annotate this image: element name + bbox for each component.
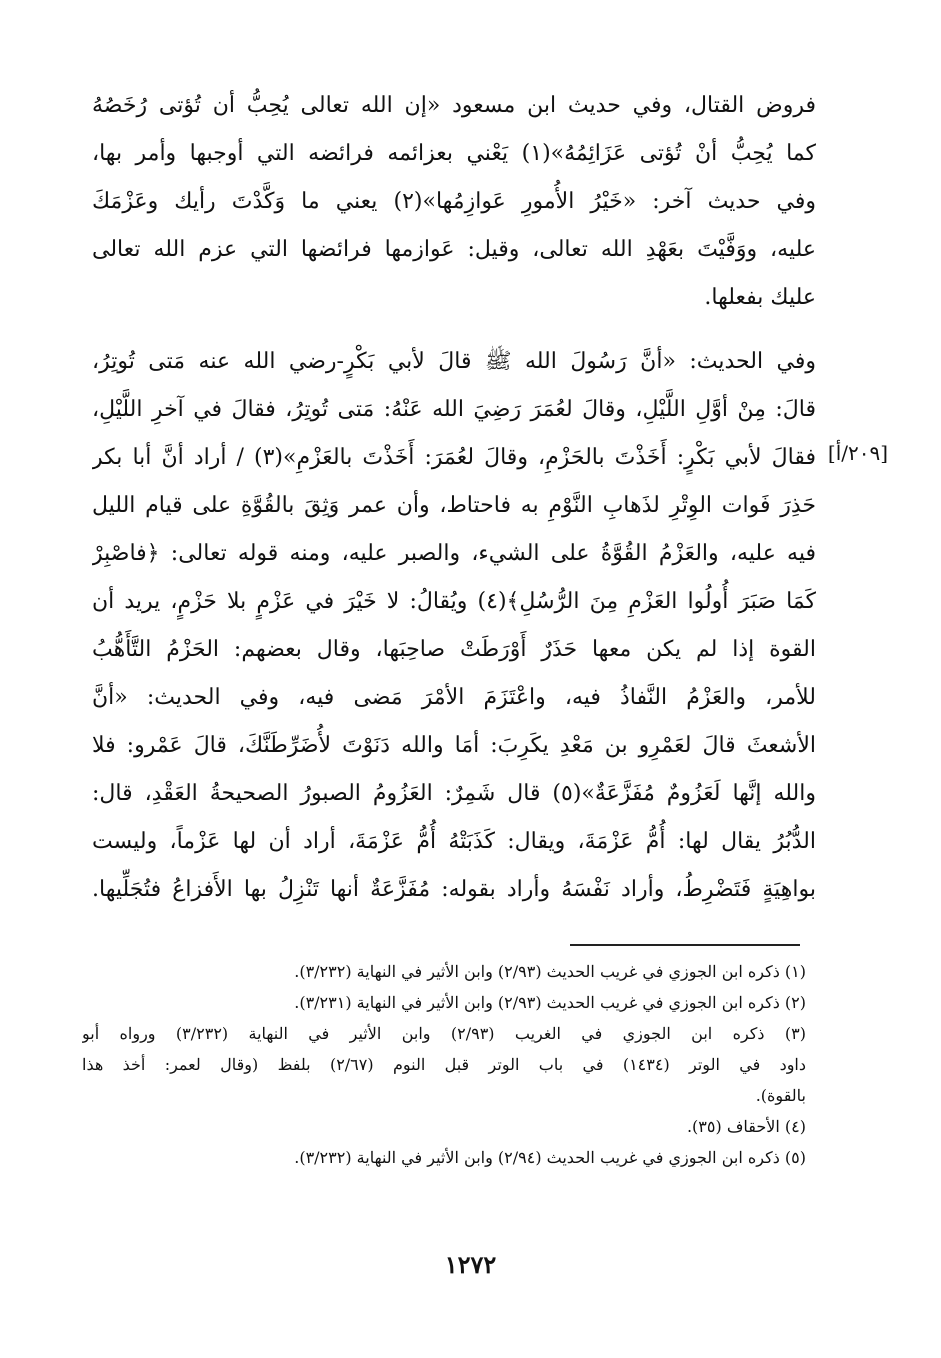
- text-line: وفي الحديث: «أنَّ رَسُولَ الله ﷺ قالَ لأبي بَكْرٍ-رضي الله عنه مَتى تُوتِرُ،: [92, 349, 816, 374]
- text-line: بواهِيَةٍ فَتَضْرِطُ، وأراد نَفْسَهُ وأراد بقوله: مُفَزَّعَةٌ أنها تَنْزِلُ بها الأَفزاعُ فتُجَلِّيها.: [92, 877, 816, 902]
- manuscript-folio-reference: [٢٠٩/أ]: [827, 441, 889, 465]
- footnote: (٤) الأحقاف (٣٥).: [686, 1117, 806, 1136]
- text-line: والله إنَّها لَعَزُومٌ مُفَزَّعَةٌ»(٥) قال شَمِرٌ: العَزُومُ الصبورُ الصحيحةُ العَقْدِ، قال:: [92, 781, 816, 806]
- text-line: حَذِرَ فَوات الوِتْرِ لذَهابِ النَّوْمِ به فاحتاط، وأن عمر وَثِقَ بالقُوَّةِ على قيام الليل: [92, 493, 816, 518]
- text-line: وفي حديث آخر: «خَيْرُ الأُمورِ عَوازِمُها»(٢) يعني ما وَكَّدْتَ رأيك وعَزْمَكَ: [92, 189, 816, 214]
- text-line: فيه عليه، والعَزْمُ القُوَّةُ على الشيء، والصبر عليه، ومنه قوله تعالى: ﴿فاصْبِرْ: [92, 541, 816, 566]
- footnotes-block: [82, 956, 806, 1173]
- text-line: فقالَ لأبي بَكْرٍ: أَخَذْتَ بالحَزْمِ، وقالَ لعُمَرَ: أَخَذْتَ بالعَزْمِ»(٣) / أراد أنَّ أبا بكر: [92, 445, 816, 470]
- text-line: قالَ: مِنْ أوَّلِ اللَّيْلِ، وقالَ لعُمَرَ رَضِيَ الله عَنْهُ: مَتى تُوتِرُ، فقالَ في آخرِ اللَّيْلِ،: [92, 397, 816, 422]
- footnote-continuation: داود في الوتر (١٤٣٤) في باب الوتر قبل النوم (٢/٦٧) بلفظ (وقال لعمر: أخذ هذا: [82, 1055, 806, 1074]
- footnote: (١) ذكره ابن الجوزي في غريب الحديث (٢/٩٣) وابن الأثير في النهاية (٣/٢٣٢).: [294, 962, 806, 981]
- footnote: (٢) ذكره ابن الجوزي في غريب الحديث (٢/٩٣) وابن الأثير في النهاية (٣/٢٣١).: [294, 993, 806, 1012]
- footnote: (٣) ذكره ابن الجوزي في الغريب (٢/٩٣) وابن الأثير في النهاية (٣/٢٣٢) ورواه أبو: [82, 1024, 806, 1043]
- footnote: (٥) ذكره ابن الجوزي في غريب الحديث (٢/٩٤) وابن الأثير في النهاية (٣/٢٣٢).: [294, 1148, 806, 1167]
- footnote-continuation: بالقوة).: [755, 1086, 806, 1105]
- text-line: فروض القتال، وفي حديث ابن مسعود «إن الله تعالى يُحِبُّ أن تُؤتى رُخَصُهُ: [92, 93, 816, 118]
- text-line: عليك بفعلها.: [704, 285, 816, 310]
- text-line: كَمَا صَبَرَ أُولُوا العَزْمِ مِنَ الرُّسُلِ﴾(٤) ويُقالُ: لا خَيْرَ في عَزْمٍ بلا حَزْمٍ، يريد أن: [92, 589, 816, 614]
- text-line: القوة إذا لم يكن معها حَذَرٌ أَوْرَطَتْ صاحِبَها، وقال بعضهم: الحَزْمُ التَّأَهُّبُ: [92, 637, 816, 662]
- text-line: للأمر، والعَزْمُ النَّفاذُ فيه، واعْتَزَمَ الأمْرَ مَضى فيه، وفي الحديث: «أنَّ: [92, 685, 816, 710]
- text-line: الأشعثَ قالَ لعَمْرِو بن مَعْدِ يكَرِبَ: أمَا والله دَنَوْتَ لأُضَرِّطَنَّكَ، قالَ عَمْرو: فلا: [92, 733, 816, 758]
- main-text-block: [92, 82, 816, 914]
- text-line: الدُّبُرُ يقال لها: أُمُّ عَزْمَةَ، ويقال: كَذَبَتْهُ أُمُّ عَزْمَةَ، أراد أن لها عَزْماً، وليست: [92, 829, 816, 854]
- text-line: عليه، ووَفَّيْتَ بعَهْدِ الله تعالى، وقيل: عَوازمها فرائضها التي عزم الله تعالى: [92, 237, 816, 262]
- page-number: ١٢٧٢: [444, 1250, 497, 1279]
- text-line: كما يُحِبُّ أنْ تُؤتى عَزَائِمُهُ»(١) يَعْني بعزائمه فرائضه التي أوجبها وأمر بها،: [92, 141, 816, 166]
- footnote-separator: [570, 944, 800, 946]
